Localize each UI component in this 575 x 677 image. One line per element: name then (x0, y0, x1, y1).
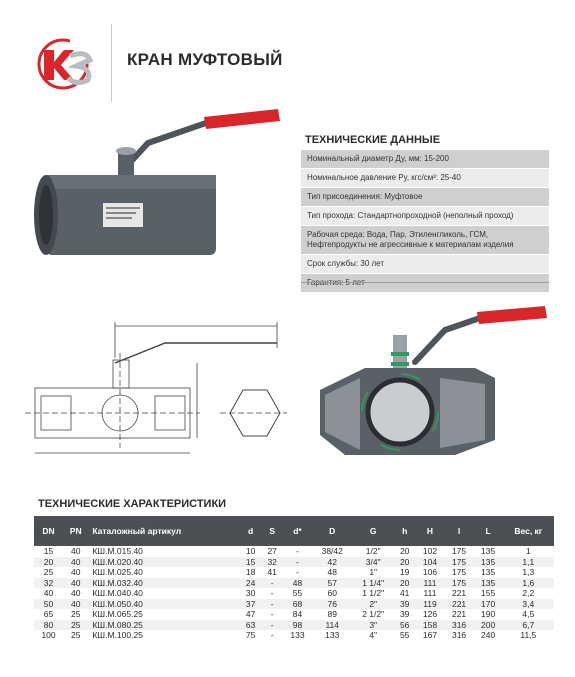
table-cell: 3" (352, 620, 393, 631)
table-cell: 10 (240, 546, 262, 557)
table-cell: 15 (240, 557, 262, 568)
table-cell: 1,1 (503, 557, 554, 568)
table-cell: 133 (283, 630, 312, 641)
table-cell: 104 (415, 557, 444, 568)
table-row (34, 599, 554, 610)
col-L: L (474, 516, 503, 546)
table-cell: - (261, 599, 283, 610)
page-title: КРАН МУФТОВЫЙ (127, 50, 283, 69)
table-cell: 24 (240, 578, 262, 589)
table-cell: 175 (445, 567, 474, 578)
table-cell: 39 (394, 599, 416, 610)
table-cell: КШ.М.025.40 (88, 567, 240, 578)
table-cell: 38/42 (312, 546, 352, 557)
table-cell: 135 (474, 578, 503, 589)
specs-table (34, 516, 554, 641)
table-cell: 1 (503, 546, 554, 557)
table-cell: - (261, 620, 283, 631)
table-cell: - (283, 567, 312, 578)
table-row (34, 588, 554, 599)
table-row (34, 620, 554, 631)
table-cell: 84 (283, 609, 312, 620)
table-cell: 175 (445, 546, 474, 557)
tech-row-medium: Рабочая среда: Вода, Пар, Этиленгликоль, ГСМ, Нефтепродукты не агрессивные к материалам изделия (301, 226, 549, 255)
table-cell: 20 (34, 557, 63, 568)
table-row (34, 557, 554, 568)
table-cell: 190 (474, 609, 503, 620)
table-cell: 1 1/2" (352, 588, 393, 599)
table-cell: КШ.М.040.40 (88, 588, 240, 599)
table-cell: 155 (474, 588, 503, 599)
table-cell: 47 (240, 609, 262, 620)
table-cell: - (261, 578, 283, 589)
table-cell: 32 (261, 557, 283, 568)
table-cell: 221 (445, 599, 474, 610)
table-cell: - (283, 546, 312, 557)
table-cell: 63 (240, 620, 262, 631)
tech-row-diameter: Номинальный диаметр Ду, мм: 15-200 (301, 150, 549, 169)
header-divider (111, 24, 112, 102)
table-cell: 11,5 (503, 630, 554, 641)
table-cell: КШ.М.065.25 (88, 609, 240, 620)
tech-row-pressure: Номинальное давление Ру, кгс/см²: 25-40 (301, 169, 549, 188)
table-cell: 40 (63, 546, 88, 557)
col-l: l (445, 516, 474, 546)
table-cell: 15 (34, 546, 63, 557)
table-cell: КШ.М.015.40 (88, 546, 240, 557)
table-cell: - (261, 588, 283, 599)
table-cell: КШ.М.050.40 (88, 599, 240, 610)
col-d-star: d* (283, 516, 312, 546)
tech-row-passage: Тип прохода: Стандартнопроходной (неполный проход) (301, 207, 549, 226)
table-cell: 175 (445, 557, 474, 568)
table-cell: 2 1/2" (352, 609, 393, 620)
tech-row-warranty (301, 274, 549, 293)
tech-data-title: ТЕХНИЧЕСКИЕ ДАННЫЕ (305, 134, 441, 146)
table-cell: 167 (415, 630, 444, 641)
table-cell: 1,6 (503, 578, 554, 589)
table-cell: 1/2" (352, 546, 393, 557)
specs-title: ТЕХНИЧЕСКИЕ ХАРАКТЕРИСТИКИ (38, 498, 227, 510)
table-row (34, 609, 554, 620)
table-cell: 40 (63, 578, 88, 589)
table-cell: 111 (415, 588, 444, 599)
col-article: Каталожный артикул (88, 516, 240, 546)
table-cell: 56 (394, 620, 416, 631)
table-cell: 1,3 (503, 567, 554, 578)
table-cell: 6,7 (503, 620, 554, 631)
table-cell: 25 (63, 620, 88, 631)
table-cell: 98 (283, 620, 312, 631)
table-cell: 3,4 (503, 599, 554, 610)
table-cell: 60 (312, 588, 352, 599)
table-cell: КШ.М.100.25 (88, 630, 240, 641)
table-cell: 114 (312, 620, 352, 631)
table-cell: 4" (352, 630, 393, 641)
table-cell: - (283, 557, 312, 568)
table-cell: 20 (394, 546, 416, 557)
table-cell: 55 (394, 630, 416, 641)
col-d: d (240, 516, 262, 546)
table-cell: 221 (445, 588, 474, 599)
tech-row-connection: Тип присоединения: Муфтовое (301, 188, 549, 207)
table-cell: 170 (474, 599, 503, 610)
table-cell: 57 (312, 578, 352, 589)
valve-image (28, 105, 288, 280)
specs-body (34, 546, 554, 641)
table-cell: 40 (63, 588, 88, 599)
col-H: H (415, 516, 444, 546)
tech-data-list (301, 150, 549, 293)
table-cell: 106 (415, 567, 444, 578)
table-cell: 316 (445, 630, 474, 641)
table-cell: 42 (312, 557, 352, 568)
table-cell: 48 (312, 567, 352, 578)
table-cell: 20 (394, 557, 416, 568)
col-s: S (261, 516, 283, 546)
table-cell: 2" (352, 599, 393, 610)
table-cell: 40 (63, 599, 88, 610)
table-cell: 41 (394, 588, 416, 599)
col-dn: DN (34, 516, 63, 546)
table-cell: - (261, 609, 283, 620)
table-cell: КШ.М.080.25 (88, 620, 240, 631)
table-cell: 50 (34, 599, 63, 610)
col-weight: Вес, кг (503, 516, 554, 546)
table-cell: 111 (415, 578, 444, 589)
table-cell: 25 (63, 609, 88, 620)
table-cell: 40 (63, 557, 88, 568)
specs-header-row (34, 516, 554, 546)
tech-data-underline (301, 282, 549, 283)
table-cell: 1 1/4" (352, 578, 393, 589)
table-cell: 135 (474, 557, 503, 568)
table-cell: 135 (474, 567, 503, 578)
table-cell: 27 (261, 546, 283, 557)
table-cell: КШ.М.032.40 (88, 578, 240, 589)
technical-drawing (15, 318, 290, 468)
table-cell: 32 (34, 578, 63, 589)
table-cell: 100 (34, 630, 63, 641)
table-cell: - (261, 630, 283, 641)
table-cell: 89 (312, 609, 352, 620)
table-cell: 65 (34, 609, 63, 620)
col-g: G (352, 516, 393, 546)
table-cell: 75 (240, 630, 262, 641)
table-cell: 133 (312, 630, 352, 641)
table-cell: 102 (415, 546, 444, 557)
table-row (34, 567, 554, 578)
table-cell: 158 (415, 620, 444, 631)
tech-row-service-life: Срок службы: 30 лет (301, 255, 549, 274)
table-cell: 200 (474, 620, 503, 631)
table-cell: 39 (394, 609, 416, 620)
table-cell: 68 (283, 599, 312, 610)
col-pn: PN (63, 516, 88, 546)
table-cell: 41 (261, 567, 283, 578)
table-cell: 4,5 (503, 609, 554, 620)
table-cell: 175 (445, 578, 474, 589)
table-cell: 126 (415, 609, 444, 620)
table-cell: 40 (63, 567, 88, 578)
table-cell: 80 (34, 620, 63, 631)
table-cell: 76 (312, 599, 352, 610)
table-cell: 135 (474, 546, 503, 557)
cutaway-image (305, 300, 555, 460)
table-cell: 3/4" (352, 557, 393, 568)
col-h: h (394, 516, 416, 546)
table-cell: КШ.М.020.40 (88, 557, 240, 568)
table-row (34, 630, 554, 641)
table-cell: 316 (445, 620, 474, 631)
table-cell: 37 (240, 599, 262, 610)
table-cell: 48 (283, 578, 312, 589)
table-cell: 18 (240, 567, 262, 578)
table-cell: 40 (34, 588, 63, 599)
table-cell: 19 (394, 567, 416, 578)
table-cell: 20 (394, 578, 416, 589)
table-cell: 1" (352, 567, 393, 578)
table-cell: 25 (34, 567, 63, 578)
table-cell: 55 (283, 588, 312, 599)
table-row (34, 546, 554, 557)
ks-logo (30, 36, 100, 92)
col-D: D (312, 516, 352, 546)
table-cell: 25 (63, 630, 88, 641)
table-cell: 240 (474, 630, 503, 641)
table-cell: 119 (415, 599, 444, 610)
table-cell: 221 (445, 609, 474, 620)
table-cell: 30 (240, 588, 262, 599)
table-row (34, 578, 554, 589)
table-cell: 2,2 (503, 588, 554, 599)
